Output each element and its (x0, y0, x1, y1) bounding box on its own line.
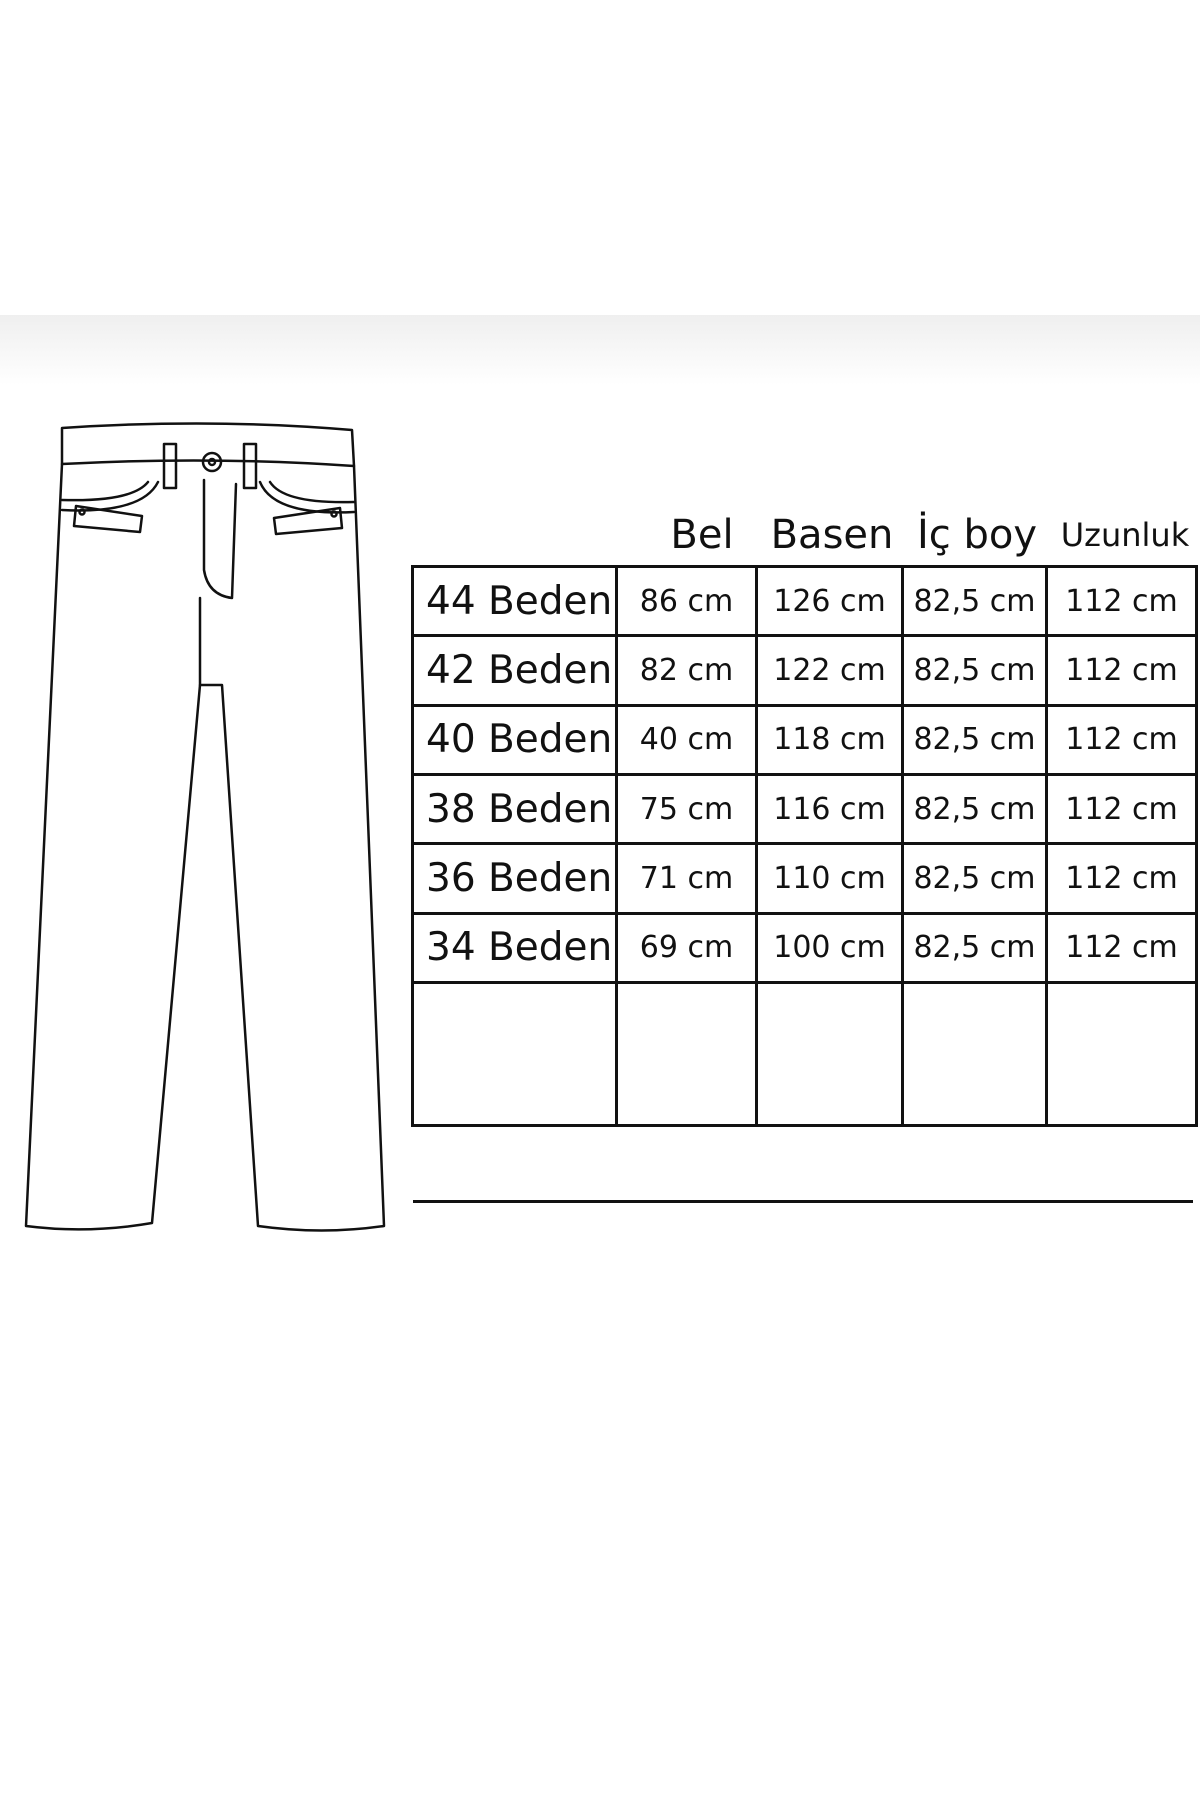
bottom-divider-line (413, 1200, 1193, 1203)
bel-value: 82 cm (617, 636, 757, 705)
uzunluk-value: 112 cm (1047, 913, 1197, 982)
ic-boy-value: 82,5 cm (903, 705, 1047, 774)
column-header-bel: Bel (670, 512, 734, 558)
uzunluk-value: 112 cm (1047, 636, 1197, 705)
top-shade-band (0, 315, 1200, 385)
basen-value: 126 cm (757, 567, 903, 636)
column-header-basen: Basen (770, 512, 894, 558)
uzunluk-value: 112 cm (1047, 705, 1197, 774)
table-row (413, 844, 1197, 913)
empty-cell (1047, 983, 1197, 1126)
basen-value: 110 cm (757, 844, 903, 913)
bel-value: 75 cm (617, 775, 757, 844)
table-row (413, 705, 1197, 774)
ic-boy-value: 82,5 cm (903, 913, 1047, 982)
basen-value: 122 cm (757, 636, 903, 705)
table-column-headers (617, 505, 1197, 565)
empty-cell (617, 983, 757, 1126)
bel-value: 69 cm (617, 913, 757, 982)
bel-value: 71 cm (617, 844, 757, 913)
bel-value: 86 cm (617, 567, 757, 636)
uzunluk-value: 112 cm (1047, 567, 1197, 636)
empty-table-row (413, 983, 1197, 1126)
empty-cell (413, 983, 617, 1126)
table-row (413, 636, 1197, 705)
size-label: 44 Beden (413, 567, 617, 636)
size-label: 36 Beden (413, 844, 617, 913)
table-row (413, 775, 1197, 844)
ic-boy-value: 82,5 cm (903, 844, 1047, 913)
ic-boy-value: 82,5 cm (903, 636, 1047, 705)
basen-value: 100 cm (757, 913, 903, 982)
size-label: 38 Beden (413, 775, 617, 844)
size-label: 42 Beden (413, 636, 617, 705)
size-label: 40 Beden (413, 705, 617, 774)
table-row (413, 567, 1197, 636)
ic-boy-value: 82,5 cm (903, 567, 1047, 636)
basen-value: 116 cm (757, 775, 903, 844)
uzunluk-value: 112 cm (1047, 844, 1197, 913)
jeans-outline-icon (22, 420, 394, 1235)
column-header-ic-boy: İç boy (916, 512, 1038, 558)
column-header-uzunluk: Uzunluk (1060, 516, 1190, 554)
size-label: 34 Beden (413, 913, 617, 982)
size-chart-table (411, 565, 1198, 1127)
empty-cell (903, 983, 1047, 1126)
empty-cell (757, 983, 903, 1126)
basen-value: 118 cm (757, 705, 903, 774)
uzunluk-value: 112 cm (1047, 775, 1197, 844)
table-row (413, 913, 1197, 982)
bel-value: 40 cm (617, 705, 757, 774)
ic-boy-value: 82,5 cm (903, 775, 1047, 844)
